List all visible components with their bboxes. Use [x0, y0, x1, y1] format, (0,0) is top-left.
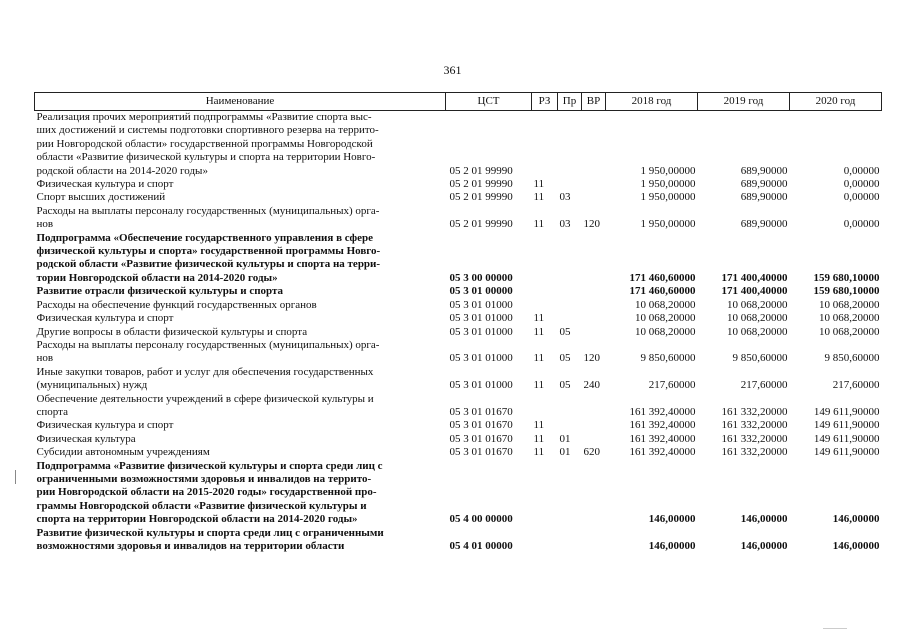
cell-name — [35, 299, 446, 312]
cell-vr — [582, 178, 606, 191]
table-row — [35, 285, 882, 298]
name-line: Развитие физической культуры и спорта среди лиц с ограниченными — [36, 526, 384, 539]
cell-2019: 171 400,40000 — [721, 285, 788, 298]
header-rz: РЗ — [532, 93, 558, 111]
cell-rz: 11 — [533, 325, 545, 338]
cell-rz — [532, 393, 558, 420]
cell-pr — [558, 111, 582, 179]
cell-pr: 01 — [559, 446, 571, 459]
cell-name — [35, 111, 446, 179]
cell-2020: 217,60000 — [832, 379, 880, 392]
cell-rz: 11 — [533, 191, 545, 204]
cell-vr — [582, 527, 606, 554]
cell-name — [35, 339, 446, 366]
cell-cst: 05 2 01 99990 — [449, 178, 513, 191]
cell-2019: 10 068,20000 — [727, 325, 788, 338]
name-line: Реализация прочих мероприятий подпрограммы «Развитие спорта выс- — [36, 111, 372, 123]
cell-name — [35, 433, 446, 446]
cell-2018: 161 392,40000 — [629, 432, 696, 445]
name-line: области «Развитие физической культуры и спорта на территории Новго- — [36, 151, 376, 164]
cell-pr — [558, 178, 582, 191]
name-line: Обеспечение деятельности учреждений в сфере физической культуры и — [36, 392, 374, 405]
cell-name — [35, 312, 446, 325]
budget-table — [34, 92, 882, 553]
name-line: рии Новгородской области на 2015-2020 годы» государственной про- — [36, 486, 377, 499]
cell-rz: 11 — [533, 446, 545, 459]
name-line: ограниченными возможностями здоровья и инвалидов на террито- — [36, 472, 372, 485]
cell-pr: 03 — [559, 218, 571, 231]
name-line: Физическая культура — [36, 432, 136, 445]
header-2020: 2020 год — [790, 93, 882, 111]
cell-vr: 240 — [583, 379, 600, 392]
cell-pr — [558, 299, 582, 312]
cell-vr — [582, 191, 606, 204]
cell-2020: 146,00000 — [832, 513, 880, 526]
cell-rz — [532, 285, 558, 298]
cell-vr: 120 — [583, 352, 600, 365]
name-line: родской области «Развитие физической культуры и спорта на терри- — [36, 258, 381, 271]
cell-2019: 689,90000 — [740, 191, 788, 204]
cell-vr — [582, 393, 606, 420]
table-row — [35, 446, 882, 459]
cell-2020: 10 068,20000 — [819, 312, 880, 325]
cell-2019: 161 332,20000 — [721, 419, 788, 432]
table-row — [35, 205, 882, 232]
name-line: физической культуры и спорта» государственной программы Новго- — [36, 245, 381, 258]
table-row — [35, 433, 882, 446]
name-line: спорта на территории Новгородской области на 2014-2020 годы» — [36, 513, 358, 526]
cell-cst: 05 3 01 00000 — [449, 285, 513, 298]
cell-2020: 0,00000 — [843, 164, 880, 177]
cell-rz: 11 — [533, 379, 545, 392]
name-line: спорта — [36, 405, 68, 418]
cell-2018: 171 460,60000 — [629, 285, 696, 298]
cell-2019: 689,90000 — [740, 164, 788, 177]
table-row — [35, 178, 882, 191]
name-line: Физическая культура и спорт — [36, 178, 174, 191]
name-line: Расходы на обеспечение функций государственных органов — [36, 298, 317, 311]
name-line: нов — [36, 352, 54, 365]
cell-2020: 10 068,20000 — [819, 325, 880, 338]
cell-2019: 146,00000 — [740, 513, 788, 526]
cell-pr: 05 — [559, 325, 571, 338]
cell-cst: 05 4 01 00000 — [449, 540, 513, 552]
table-body — [35, 111, 882, 554]
cell-vr — [582, 419, 606, 432]
cell-2018: 146,00000 — [648, 513, 696, 526]
cell-2020: 159 680,10000 — [813, 271, 880, 284]
cell-cst: 05 3 01 01670 — [449, 432, 513, 445]
name-line: (муниципальных) нужд — [36, 379, 148, 392]
table-row — [35, 299, 882, 312]
cell-2018: 10 068,20000 — [635, 312, 696, 325]
cell-vr — [582, 285, 606, 298]
cell-2019: 10 068,20000 — [727, 298, 788, 311]
cell-cst: 05 4 00 00000 — [449, 513, 513, 526]
table-row — [35, 527, 882, 554]
table-row — [35, 419, 882, 432]
cell-pr — [558, 460, 582, 527]
cell-name — [35, 178, 446, 191]
cell-pr — [558, 312, 582, 325]
cell-2020: 0,00000 — [843, 191, 880, 204]
name-line: Физическая культура и спорт — [36, 312, 174, 325]
cell-rz: 11 — [533, 352, 545, 365]
cell-pr: 03 — [559, 191, 571, 204]
page-number: 361 — [443, 63, 462, 77]
cell-2019: 161 332,20000 — [721, 432, 788, 445]
cell-name — [35, 366, 446, 393]
cell-cst: 05 3 01 01000 — [449, 312, 513, 325]
cell-2019: 161 332,20000 — [721, 446, 788, 459]
name-line: Расходы на выплаты персоналу государственных (муниципальных) орга- — [36, 204, 380, 217]
cell-2020: 0,00000 — [843, 178, 880, 191]
table-row — [35, 460, 882, 527]
cell-2018: 9 850,60000 — [640, 352, 696, 365]
cell-name — [35, 191, 446, 204]
cell-2019: 217,60000 — [740, 379, 788, 392]
cell-2018: 171 460,60000 — [629, 271, 696, 284]
name-line: Физическая культура и спорт — [36, 419, 174, 432]
cell-2018: 10 068,20000 — [635, 298, 696, 311]
header-2018: 2018 год — [606, 93, 698, 111]
cell-name — [35, 419, 446, 432]
cell-2020: 149 611,90000 — [813, 419, 880, 432]
cell-name — [35, 460, 446, 527]
cell-pr — [558, 285, 582, 298]
name-line: возможностями здоровья и инвалидов на территории области — [36, 540, 345, 552]
cell-name — [35, 232, 446, 286]
table-header-row — [35, 93, 882, 111]
name-line: Иные закупки товаров, работ и услуг для обеспечения государственных — [36, 365, 374, 378]
cell-2018: 10 068,20000 — [635, 325, 696, 338]
table-row — [35, 393, 882, 420]
cell-2018: 146,00000 — [648, 540, 696, 552]
cell-2018: 217,60000 — [648, 379, 696, 392]
cell-vr — [582, 299, 606, 312]
cell-vr — [582, 312, 606, 325]
header-name: Наименование — [35, 93, 446, 111]
cell-name — [35, 393, 446, 420]
cell-pr — [558, 419, 582, 432]
cell-2018: 161 392,40000 — [629, 419, 696, 432]
table-row — [35, 312, 882, 325]
cell-2018: 1 950,00000 — [640, 178, 696, 191]
table-row — [35, 339, 882, 366]
name-line: рии Новгородской области» государственной программы Новгородской — [36, 137, 373, 150]
cell-2019: 689,90000 — [740, 218, 788, 231]
cell-vr — [582, 460, 606, 527]
cell-2020: 0,00000 — [843, 218, 880, 231]
cell-pr: 05 — [559, 379, 571, 392]
cell-2020: 9 850,60000 — [824, 352, 880, 365]
cell-vr: 620 — [583, 446, 600, 459]
header-2019: 2019 год — [698, 93, 790, 111]
name-line: Подпрограмма «Развитие физической культуры и спорта среди лиц с — [36, 459, 383, 472]
name-line: ших достижений и системы подготовки спортивного резерва на террито- — [36, 124, 379, 137]
cell-cst: 05 3 01 01000 — [449, 352, 513, 365]
name-line: Развитие отрасли физической культуры и спорта — [36, 285, 284, 298]
cell-rz: 11 — [533, 312, 545, 325]
cell-cst: 05 3 01 01000 — [449, 325, 513, 338]
cell-2018: 1 950,00000 — [640, 164, 696, 177]
text-cursor — [15, 470, 16, 484]
cell-name — [35, 285, 446, 298]
cell-2020: 10 068,20000 — [819, 298, 880, 311]
cell-vr — [582, 433, 606, 446]
table-row — [35, 366, 882, 393]
header-pr: Пр — [558, 93, 582, 111]
cell-rz: 11 — [533, 432, 545, 445]
cell-pr — [558, 527, 582, 554]
name-line: Другие вопросы в области физической культуры и спорта — [36, 325, 308, 338]
cell-2019: 146,00000 — [740, 540, 788, 552]
cell-2020: 149 611,90000 — [813, 432, 880, 445]
cell-vr — [582, 232, 606, 286]
cell-2020: 159 680,10000 — [813, 285, 880, 298]
name-line: родской области на 2014-2020 годы» — [36, 164, 208, 177]
cell-vr: 120 — [583, 218, 600, 231]
header-cst: ЦСТ — [446, 93, 532, 111]
cell-cst: 05 3 01 01000 — [449, 379, 513, 392]
cell-rz — [532, 527, 558, 554]
header-vr: ВР — [582, 93, 606, 111]
cell-vr — [582, 326, 606, 339]
name-line: Подпрограмма «Обеспечение государственного управления в сфере — [36, 231, 373, 244]
cell-pr — [558, 393, 582, 420]
cell-rz — [532, 299, 558, 312]
cell-2020: 149 611,90000 — [813, 446, 880, 459]
cell-2019: 9 850,60000 — [732, 352, 788, 365]
cell-2019: 161 332,20000 — [721, 405, 788, 418]
cell-pr: 05 — [559, 352, 571, 365]
cell-rz: 11 — [533, 178, 545, 191]
cell-2018: 161 392,40000 — [629, 405, 696, 418]
cell-cst: 05 3 00 00000 — [449, 271, 513, 284]
cell-2018: 161 392,40000 — [629, 446, 696, 459]
scan-artifact — [823, 628, 847, 635]
cell-pr: 01 — [559, 432, 571, 445]
name-line: граммы Новгородской области «Развитие физической культуры и — [36, 499, 367, 512]
cell-name — [35, 446, 446, 459]
cell-cst: 05 3 01 01000 — [449, 298, 513, 311]
cell-pr — [558, 232, 582, 286]
table-row — [35, 326, 882, 339]
cell-name — [35, 205, 446, 232]
cell-rz: 11 — [533, 419, 545, 432]
cell-2019: 171 400,40000 — [721, 271, 788, 284]
cell-rz — [532, 111, 558, 179]
table-row — [35, 191, 882, 204]
name-line: нов — [36, 218, 54, 231]
name-line: Субсидии автономным учреждениям — [36, 446, 210, 459]
cell-cst: 05 3 01 01670 — [449, 446, 513, 459]
cell-2018: 1 950,00000 — [640, 191, 696, 204]
table-row — [35, 232, 882, 286]
cell-vr — [582, 111, 606, 179]
name-line: Расходы на выплаты персоналу государственных (муниципальных) орга- — [36, 338, 380, 351]
cell-cst: 05 3 01 01670 — [449, 405, 513, 418]
cell-name — [35, 326, 446, 339]
name-line: Спорт высших достижений — [36, 191, 166, 204]
cell-rz — [532, 460, 558, 527]
cell-2020: 146,00000 — [832, 540, 880, 552]
cell-cst: 05 3 01 01670 — [449, 419, 513, 432]
cell-cst: 05 2 01 99990 — [449, 191, 513, 204]
cell-rz — [532, 232, 558, 286]
cell-name — [35, 527, 446, 554]
cell-2020: 149 611,90000 — [813, 405, 880, 418]
cell-2019: 689,90000 — [740, 178, 788, 191]
cell-2019: 10 068,20000 — [727, 312, 788, 325]
cell-cst: 05 2 01 99990 — [449, 164, 513, 177]
name-line: тории Новгородской области на 2014-2020 годы» — [36, 271, 278, 284]
cell-rz: 11 — [533, 218, 545, 231]
cell-cst: 05 2 01 99990 — [449, 218, 513, 231]
table-row — [35, 111, 882, 179]
cell-2018: 1 950,00000 — [640, 218, 696, 231]
